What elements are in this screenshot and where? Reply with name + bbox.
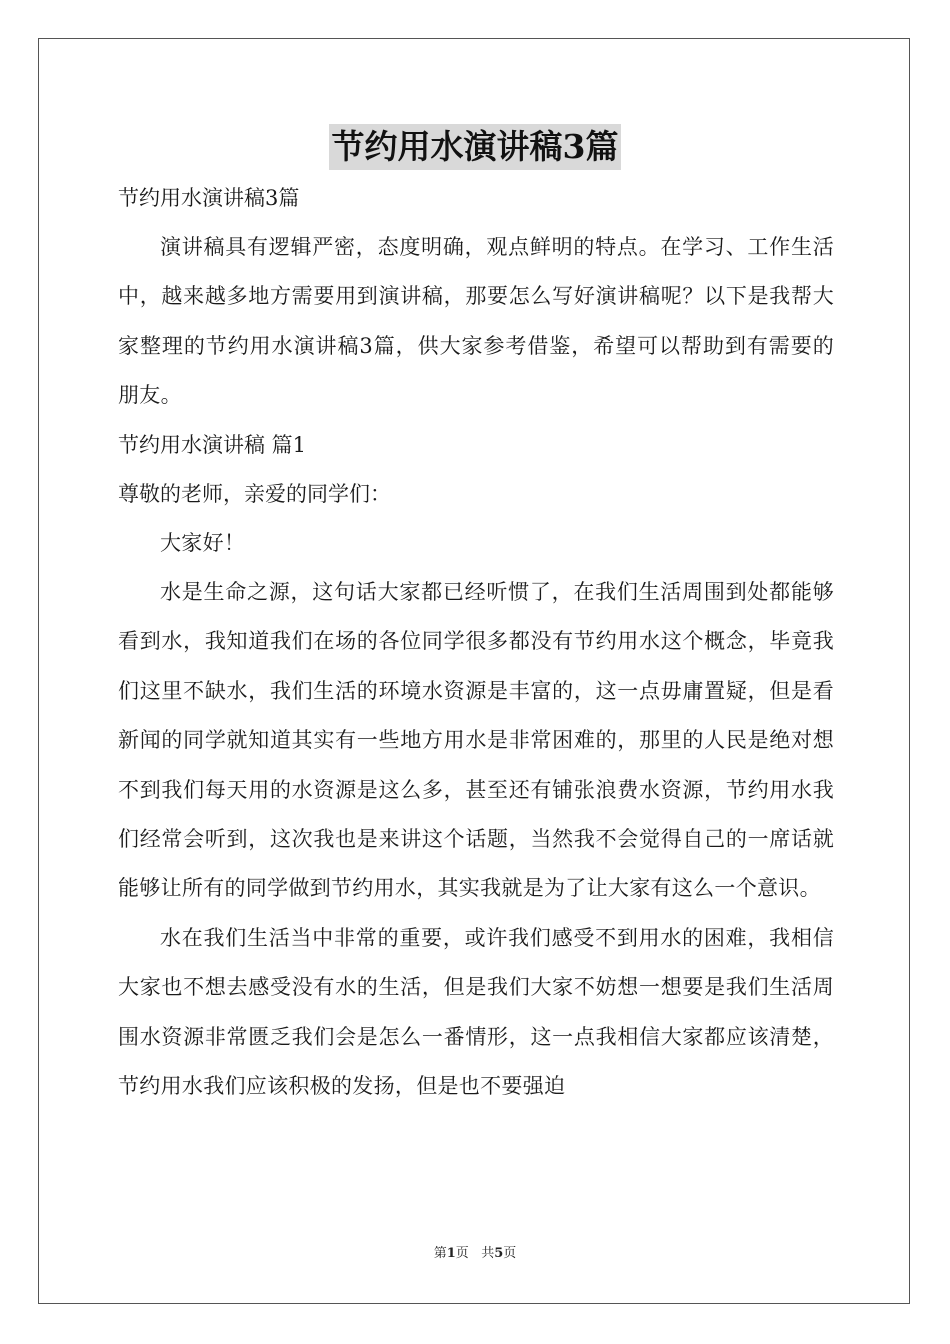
- document-title: 节约用水演讲稿3篇: [329, 124, 622, 170]
- title-container: [0, 124, 950, 170]
- document-body: [118, 174, 834, 1112]
- total-prefix: 共: [481, 1246, 495, 1261]
- body-paragraph-1: 水是生命之源，这句话大家都已经听惯了，在我们生活周围到处都能够看到水，我知道我们在场的各位同学很多都没有节约用水这个概念，毕竟我们这里不缺水，我们生活的环境水资源是丰富的，这一点毋庸置疑，但是看新闻的同学就知道其实有一些地方用水是非常困难的，那里的人民是绝对想不到我们每天用的水资源是这么多，甚至还有铺张浪费水资源，节约用水我们经常会听到，这次我也是来讲这个话题，当然我不会觉得自己的一席话就能够让所有的同学做到节约用水，其实我就是为了让大家有这么一个意识。: [118, 580, 834, 901]
- total-label: 页: [503, 1246, 517, 1261]
- page-prefix: 第: [433, 1246, 447, 1261]
- page-current: 1: [446, 1246, 456, 1261]
- intro-paragraph: 演讲稿具有逻辑严密，态度明确，观点鲜明的特点。在学习、工作生活中，越来越多地方需要用到演讲稿，那要怎么写好演讲稿呢？以下是我帮大家整理的节约用水演讲稿3篇，供大家参考借鉴，希望可以帮助到有需要的朋友。: [118, 235, 834, 408]
- page-footer: [0, 1242, 950, 1261]
- page-total: 5: [494, 1246, 504, 1261]
- greeting: 大家好！: [160, 530, 246, 555]
- subtitle: 节约用水演讲稿3篇: [118, 186, 300, 210]
- salutation: 尊敬的老师，亲爱的同学们：: [118, 481, 391, 506]
- section-heading: 节约用水演讲稿 篇1: [118, 432, 307, 457]
- body-paragraph-2: 水在我们生活当中非常的重要，或许我们感受不到用水的困难，我相信大家也不想去感受没有水的生活，但是我们大家不妨想一想要是我们生活周围水资源非常匮乏我们会是怎么一番情形，这一点我相信大家都应该清楚，节约用水我们应该积极的发扬，但是也不要强迫: [118, 925, 834, 1099]
- page-label: 页: [455, 1246, 469, 1261]
